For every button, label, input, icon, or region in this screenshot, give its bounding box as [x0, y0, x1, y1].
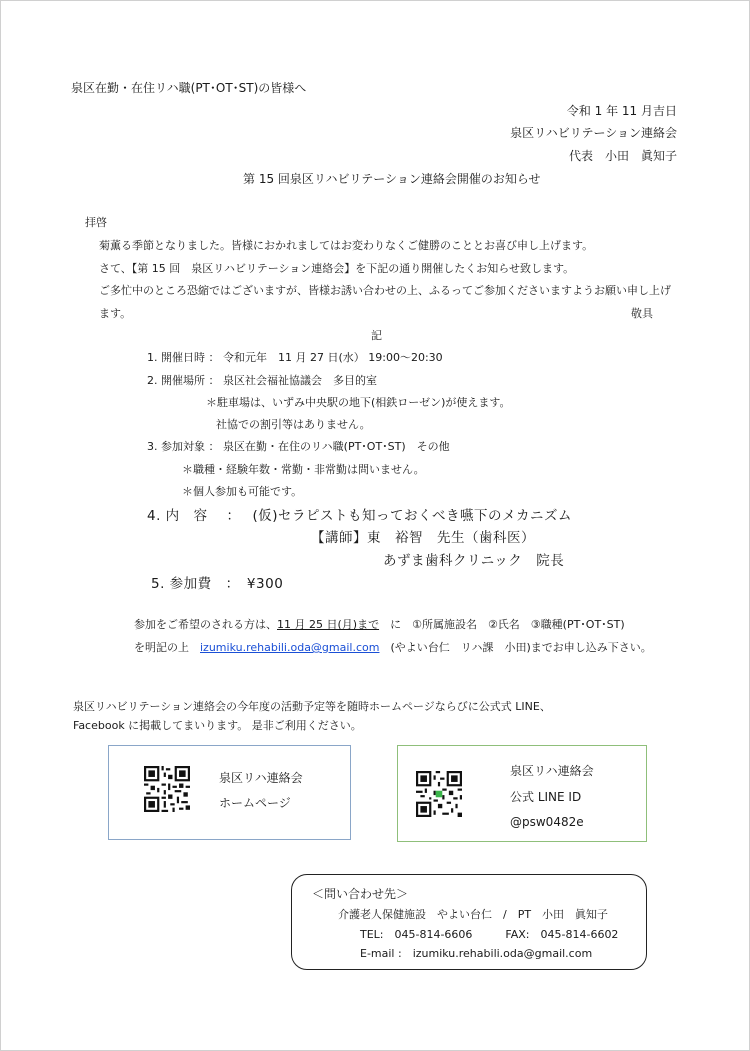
apply-line-1	[134, 616, 625, 632]
apply-text-d: (やよい台仁 リハ課 小田)までお申し込み下さい。	[379, 641, 652, 654]
item-venue-note-parking: ＊駐車場は、いずみ中央駅の地下(相鉄ローゼン)が使えます。	[206, 396, 511, 409]
qr-line-box[interactable]	[397, 745, 647, 842]
item-fee: 5. 参加費 ： ¥300	[151, 576, 284, 592]
qr-code-icon[interactable]	[144, 766, 190, 812]
apply-line-2	[134, 639, 652, 655]
qr-line-title: 泉区リハ連絡会	[510, 764, 594, 778]
representative: 代表 小田 眞知子	[568, 149, 677, 163]
paragraph-1: 菊薫る季節となりました。皆様におかれましてはお変わりなくご健勝のこととお喜び申し上げます。	[99, 239, 594, 252]
contact-facility: 介護老人保健施設 やよい台仁 / PT 小田 眞知子	[338, 908, 609, 921]
contact-phone-fax: TEL: 045-814-6606 FAX: 045-814-6602	[360, 928, 619, 941]
notice-line-2: Facebook に掲載してまいります。 是非ご利用ください。	[73, 719, 362, 732]
ki-mark: 記	[371, 329, 382, 342]
item-datetime: 1. 開催日時 ： 令和元年 11 月 27 日(水） 19:00～20:30	[147, 351, 443, 364]
item-target: 3. 参加対象 ： 泉区在勤・在住のリハ職(PT･OT･ST) その他	[147, 440, 450, 453]
item-venue-note-discount: 社協での割引等はありません。	[216, 418, 371, 431]
item-target-note-2: ＊個人参加も可能です。	[182, 485, 303, 498]
issue-date: 令和 1 年 11 月吉日	[566, 104, 677, 118]
qr-homepage-box[interactable]	[108, 745, 351, 840]
item-content: 4. 内 容 ： (仮)セラピストも知っておくべき嚥下のメカニズム	[147, 508, 573, 524]
apply-text-b: に ①所属施設名 ②氏名 ③職種(PT･OT･ST)	[379, 618, 625, 631]
opening-salutation: 拝啓	[85, 216, 107, 229]
apply-text-c: を明記の上	[134, 641, 200, 654]
paragraph-3a: ご多忙中のところ恐縮ではございますが、皆様お誘い合わせの上、ふるってご参加くださいますようお願い申し上げ	[99, 284, 671, 297]
contact-heading: ＜問い合わせ先＞	[312, 887, 409, 901]
item-lecturer: 【講師】東 裕智 先生（歯科医）	[311, 530, 535, 546]
contact-box	[291, 874, 647, 970]
organization-name: 泉区リハビリテーション連絡会	[510, 126, 677, 140]
paragraph-3b: ます。	[99, 307, 132, 320]
apply-text-a: 参加をご希望のされる方は、	[134, 618, 277, 631]
item-clinic: あずま歯科クリニック 院長	[383, 553, 565, 569]
notice-line-1: 泉区リハビリテーション連絡会の今年度の活動予定等を随時ホームページならびに公式式 LINE、	[73, 700, 551, 713]
document-title: 第 15 回泉区リハビリテーション連絡会開催のお知らせ	[243, 172, 541, 186]
qr-homepage-subtitle: ホームページ	[219, 796, 291, 810]
contact-email[interactable]: E-mail : izumiku.rehabili.oda@gmail.com	[360, 947, 593, 960]
qr-code-icon[interactable]	[416, 771, 462, 817]
apply-email-link[interactable]: izumiku.rehabili.oda@gmail.com	[200, 641, 380, 654]
qr-homepage-title: 泉区リハ連絡会	[219, 771, 303, 785]
apply-deadline: 11 月 25 日(月)まで	[277, 618, 380, 631]
paragraph-2: さて、【第 15 回 泉区リハビリテーション連絡会】を下記の通り開催したくお知らせ致します。	[99, 262, 575, 275]
qr-line-subtitle: 公式 LINE ID	[510, 790, 582, 804]
closing-salutation: 敬具	[631, 307, 653, 320]
addressee: 泉区在勤・在住リハ職(PT･OT･ST)の皆様へ	[71, 81, 307, 95]
item-target-note-1: ＊職種・経験年数・常勤・非常勤は問いません。	[182, 463, 425, 476]
item-venue: 2. 開催場所 ： 泉区社会福祉協議会 多目的室	[147, 374, 377, 387]
qr-line-id: @psw0482e	[510, 815, 584, 829]
